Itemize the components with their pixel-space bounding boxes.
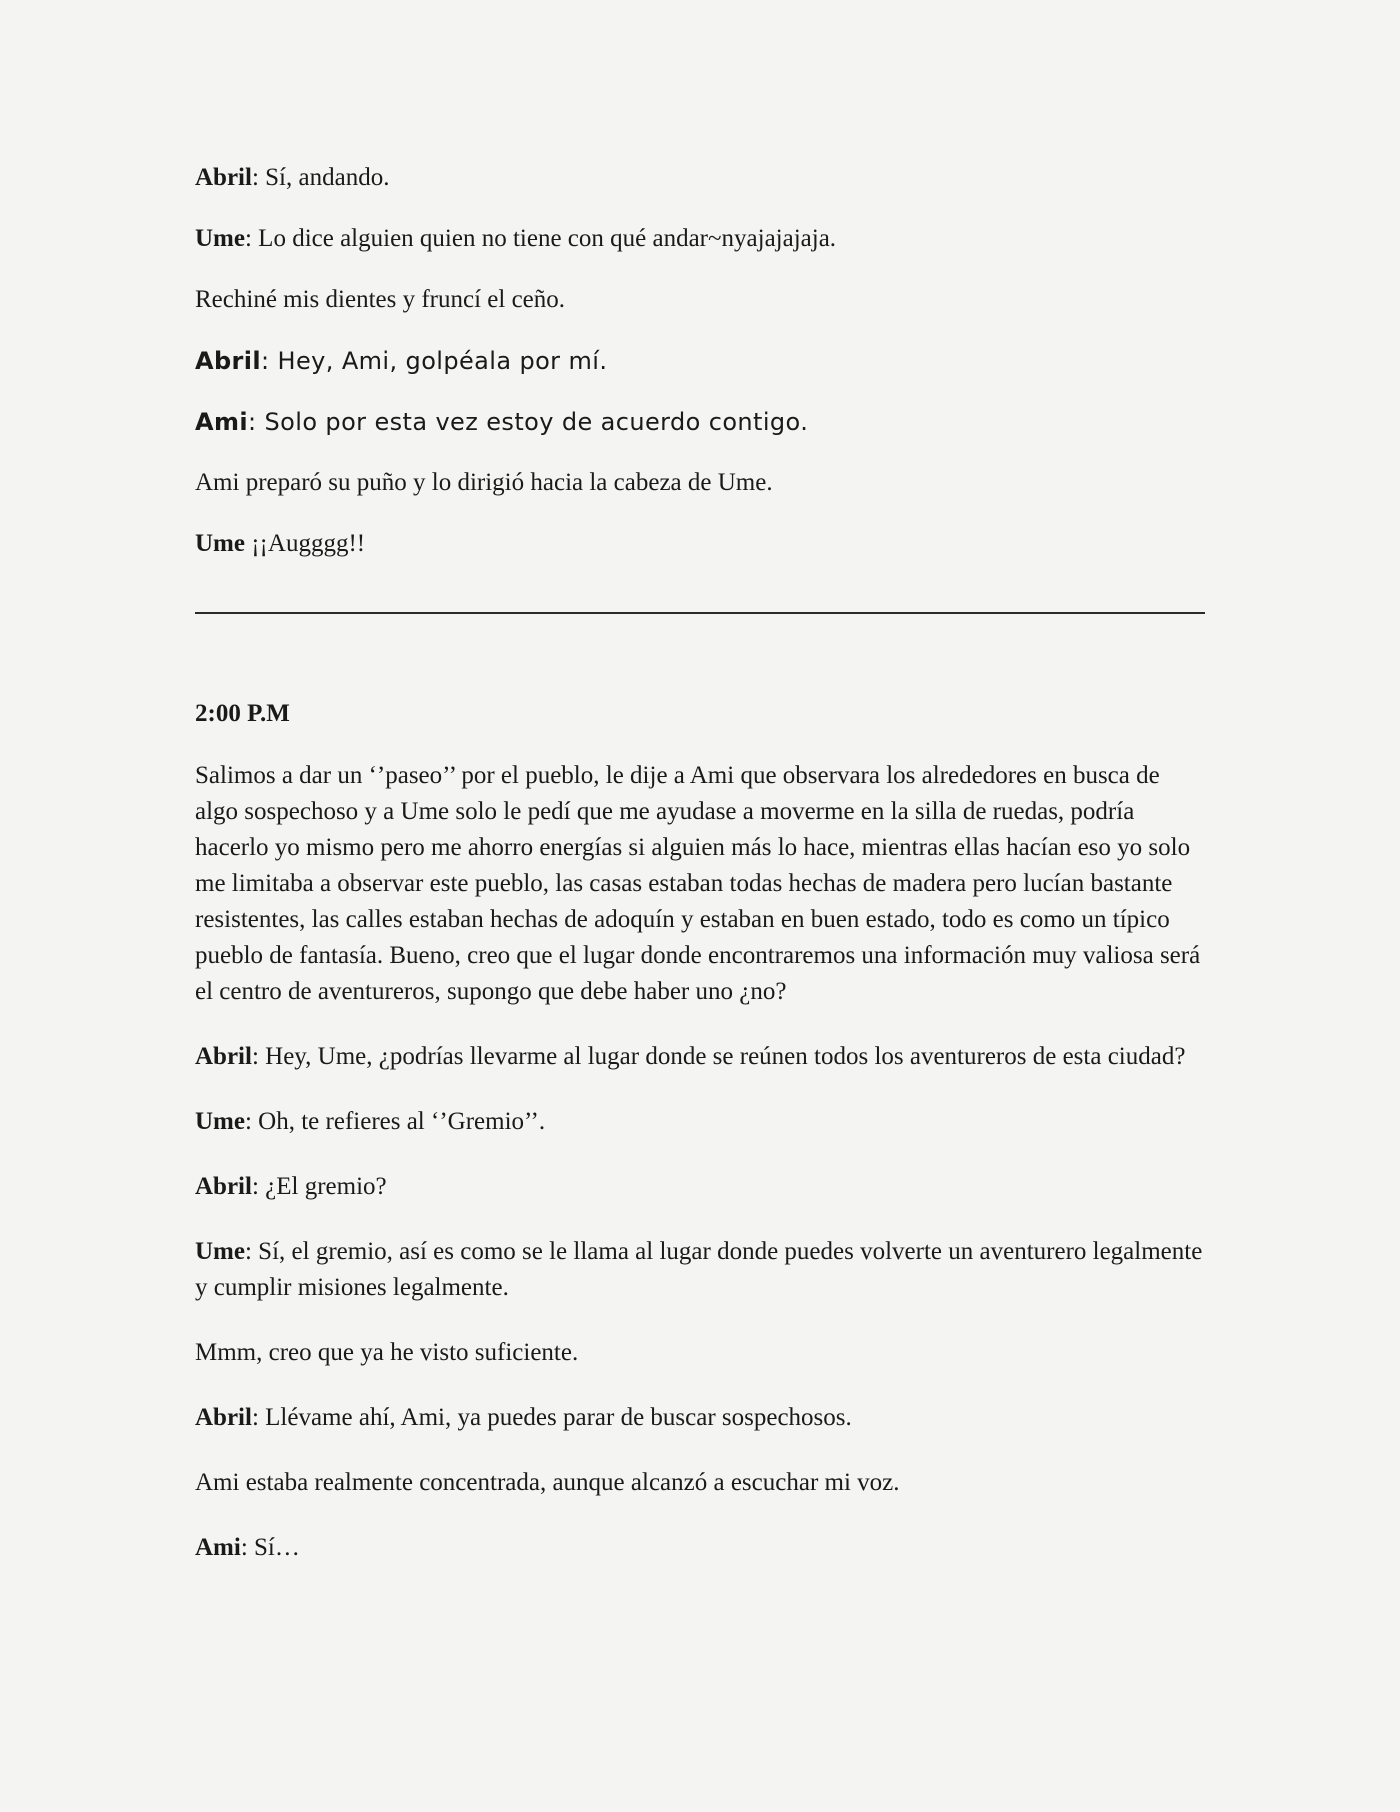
speaker-name: Abril xyxy=(195,347,262,375)
dialogue-line xyxy=(195,1400,1205,1436)
dialogue-text: : Llévame ahí, Ami, ya puedes parar de buscar sospechosos. xyxy=(251,1404,852,1431)
dialogue-line xyxy=(195,160,1205,196)
speaker-name: Ume xyxy=(195,225,245,252)
dialogue-line xyxy=(195,404,1205,440)
speaker-name: Abril xyxy=(195,1173,252,1200)
dialogue-text: ¡¡Augggg!! xyxy=(244,530,366,557)
dialogue-line xyxy=(195,1234,1205,1306)
section-divider xyxy=(195,612,1205,614)
dialogue-text: : Oh, te refieres al ‘’Gremio’’. xyxy=(244,1108,546,1135)
speaker-name: Abril xyxy=(195,164,252,191)
narration-line xyxy=(195,1335,1205,1371)
narration-text: Rechiné mis dientes y fruncí el ceño. xyxy=(195,286,566,313)
narration-line xyxy=(195,282,1205,318)
dialogue-line xyxy=(195,1169,1205,1205)
narration-line xyxy=(195,1465,1205,1501)
dialogue-line xyxy=(195,1104,1205,1140)
document-body xyxy=(195,160,1205,1595)
dialogue-line xyxy=(195,221,1205,257)
speaker-name: Ume xyxy=(195,530,245,557)
speaker-name: Ami xyxy=(195,1534,241,1561)
dialogue-text: : Hey, Ume, ¿podrías llevarme al lugar donde se reúnen todos los aventureros de esta ciudad? xyxy=(251,1043,1186,1070)
speaker-name: Abril xyxy=(195,1043,252,1070)
narration-line xyxy=(195,465,1205,501)
dialogue-text: : ¿El gremio? xyxy=(251,1173,387,1200)
narration-text: Ami estaba realmente concentrada, aunque alcanzó a escuchar mi voz. xyxy=(195,1469,900,1496)
dialogue-text: : Sí, andando. xyxy=(251,164,390,191)
narration-paragraph: Salimos a dar un ‘’paseo’’ por el pueblo, le dije a Ami que observara los alrededores en busca de algo sospechoso y a Ume solo le pedí que me ayudase a moverme en la silla de ruedas, podría hacerlo yo mismo pero me ahorro energías si alguien más lo hace, mientras ellas hacían eso yo solo me limitaba a observar este pueblo, las casas estaban todas hechas de madera pero lucían bastante resistentes, las calles estaban hechas de adoquín y estaban en buen estado, todo es como un típico pueblo de fantasía. Bueno, creo que el lugar donde encontraremos una información muy valiosa será el centro de aventureros, supongo que debe haber uno ¿no? xyxy=(195,762,1201,1005)
section-heading: 2:00 P.M xyxy=(195,700,290,727)
speaker-name: Ume xyxy=(195,1108,245,1135)
dialogue-line xyxy=(195,343,1205,379)
dialogue-text: : Lo dice alguien quien no tiene con qué andar~nyajajajaja. xyxy=(244,225,837,252)
dialogue-line xyxy=(195,1530,1205,1566)
speaker-name: Ume xyxy=(195,1238,245,1265)
dialogue-text: : Hey, Ami, golpéala por mí. xyxy=(261,347,608,375)
dialogue-text: : Sí, el gremio, así es como se le llama al lugar donde puedes volverte un aventurero legalmente y cumplir misiones legalmente. xyxy=(195,1238,1203,1301)
narration-text: Mmm, creo que ya he visto suficiente. xyxy=(195,1339,579,1366)
dialogue-line xyxy=(195,1039,1205,1075)
speaker-name: Abril xyxy=(195,1404,252,1431)
dialogue-text: : Solo por esta vez estoy de acuerdo contigo. xyxy=(248,408,809,436)
dialogue-line xyxy=(195,526,1205,562)
speaker-name: Ami xyxy=(195,408,249,436)
dialogue-text: : Sí… xyxy=(240,1534,300,1561)
narration-text: Ami preparó su puño y lo dirigió hacia la cabeza de Ume. xyxy=(195,469,773,496)
